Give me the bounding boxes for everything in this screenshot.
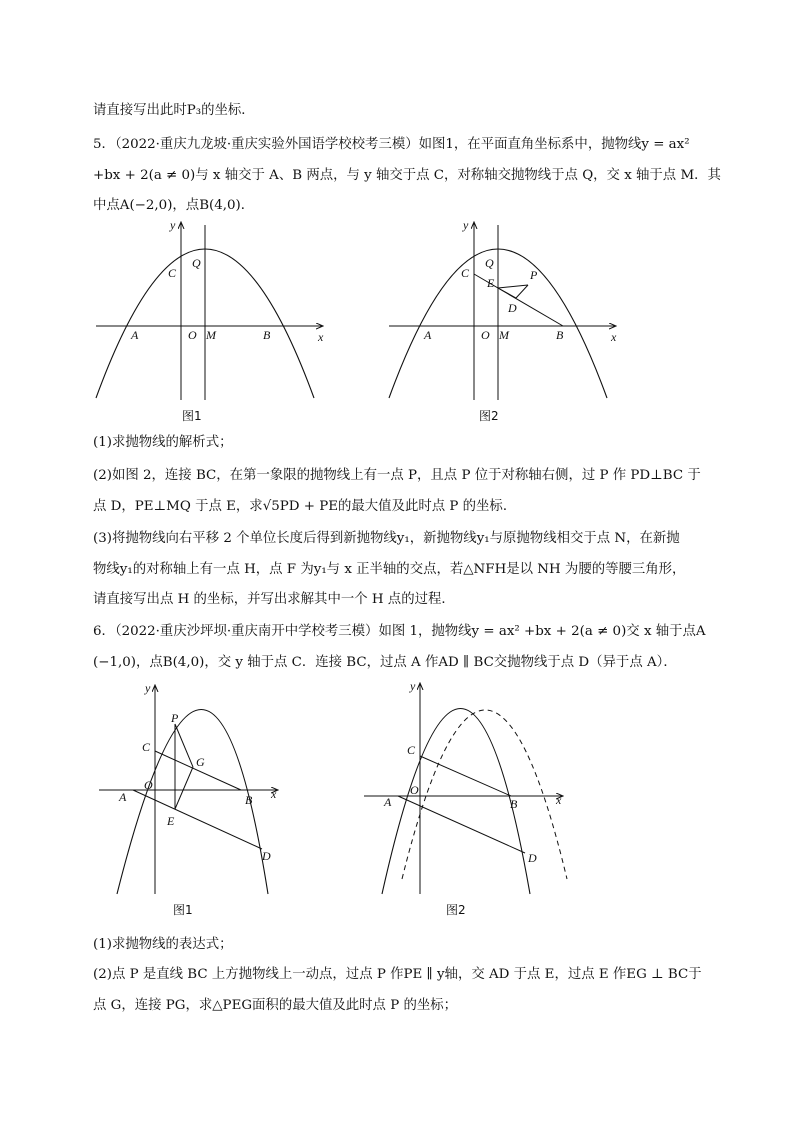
label-o: O <box>144 778 153 792</box>
problem-5-part-2-line-1: (2)如图 2，连接 BC，在第一象限的抛物线上有一点 P，且点 P 位于对称轴右侧，过 P 作 PD⊥BC 于 <box>93 468 701 483</box>
label-y: y <box>463 218 469 232</box>
label-d: D <box>528 851 537 865</box>
label-b: B <box>510 797 518 811</box>
label-d: D <box>262 849 271 863</box>
segment-pd <box>516 285 528 298</box>
segment-eg <box>175 767 193 809</box>
label-x: x <box>318 330 324 344</box>
problem-6-figure-2 <box>360 676 580 926</box>
label-p: P <box>530 268 538 282</box>
label-a: A <box>119 790 127 804</box>
figure-caption: 图1 <box>173 903 193 917</box>
segment-ed <box>498 288 516 298</box>
label-x: x <box>556 793 562 807</box>
problem-6-part-2-line-2: 点 G，连接 PG，求△PEG面积的最大值及此时点 P 的坐标； <box>93 998 458 1013</box>
problem-5-part-1: (1)求抛物线的解析式； <box>93 435 233 450</box>
label-y: y <box>170 218 176 232</box>
label-e: E <box>487 276 495 290</box>
label-m: M <box>206 328 216 342</box>
parabola <box>382 709 530 895</box>
label-o: O <box>410 783 419 797</box>
problem-5-part-2-line-2: 点 D，PE⊥MQ 于点 E，求√5PD + PE的最大值及此时点 P 的坐标． <box>93 499 517 514</box>
label-c: C <box>461 266 470 280</box>
label-c: C <box>142 740 151 754</box>
segment-pg <box>175 724 193 767</box>
problem-5-line-1: 5．（2022·重庆九龙坡·重庆实验外国语学校校考三模）如图1，在平面直角坐标系中，抛物线y = ax² <box>93 137 690 152</box>
segment-pe <box>498 285 528 288</box>
segment-ad <box>133 790 262 849</box>
label-a: A <box>131 328 139 342</box>
problem-5-part-3-line-1: (3)将抛物线向右平移 2 个单位长度后得到新抛物线y₁，新抛物线y₁与原抛物线相交于点 N，在新抛 <box>93 531 680 546</box>
label-e: E <box>167 814 175 828</box>
label-b: B <box>263 328 271 342</box>
problem-5-part-3-line-3: 请直接写出点 H 的坐标，并写出求解其中一个 H 点的过程． <box>93 592 455 607</box>
problem-5-part-3-line-2: 物线y₁的对称轴上有一点 H，点 F 为y₁与 x 正半轴的交点，若△NFH是以 NH 为腰的等腰三角形， <box>93 562 686 577</box>
problem-5-figure-1 <box>90 215 330 425</box>
label-b: B <box>556 328 564 342</box>
label-o: O <box>481 328 490 342</box>
figure-caption: 图2 <box>479 409 499 423</box>
label-c: C <box>407 743 416 757</box>
figure-caption: 图1 <box>182 409 202 423</box>
label-a: A <box>424 328 432 342</box>
label-p: P <box>171 711 179 725</box>
label-m: M <box>499 328 509 342</box>
problem-6-part-2-line-1: (2)点 P 是直线 BC 上方抛物线上一动点，过点 P 作PE ∥ y轴，交 AD 于点 E，过点 E 作EG ⊥ BC于 <box>93 967 702 982</box>
problem-5-line-3: 中点A(−2,0)，点B(4,0)． <box>93 198 255 213</box>
label-q: Q <box>192 256 201 270</box>
problem-6-figure-1 <box>95 676 295 926</box>
problem-5-line-2: +bx + 2(a ≠ 0)与 x 轴交于 A、B 两点，与 y 轴交于点 C，对称轴交抛物线于点 Q，交 x 轴于点 M．其 <box>93 168 721 183</box>
label-y: y <box>145 681 151 695</box>
problem-6-line-2: (−1,0)，点B(4,0)，交 y 轴于点 C．连接 BC，过点 A 作AD ∥ BC交抛物线于点 D（异于点 A）． <box>93 655 677 670</box>
text-line-1: 请直接写出此时P₃的坐标． <box>93 103 255 118</box>
label-d: D <box>508 301 517 315</box>
label-c: C <box>168 266 177 280</box>
label-x: x <box>611 330 617 344</box>
label-y: y <box>410 679 416 693</box>
problem-5-figure-2 <box>383 215 623 425</box>
segment-bc <box>420 756 511 796</box>
label-g: G <box>196 755 205 769</box>
label-a: A <box>384 795 392 809</box>
problem-6-part-1: (1)求抛物线的表达式； <box>93 937 233 952</box>
label-x: x <box>271 787 277 801</box>
label-q: Q <box>485 256 494 270</box>
problem-6-line-1: 6．（2022·重庆沙坪坝·重庆南开中学校考三模）如图 1，抛物线y = ax² +bx + 2(a ≠ 0)交 x 轴于点A <box>93 624 706 639</box>
figure-caption: 图2 <box>446 903 466 917</box>
shifted-parabola <box>402 710 567 879</box>
label-b: B <box>245 793 253 807</box>
label-o: O <box>188 328 197 342</box>
